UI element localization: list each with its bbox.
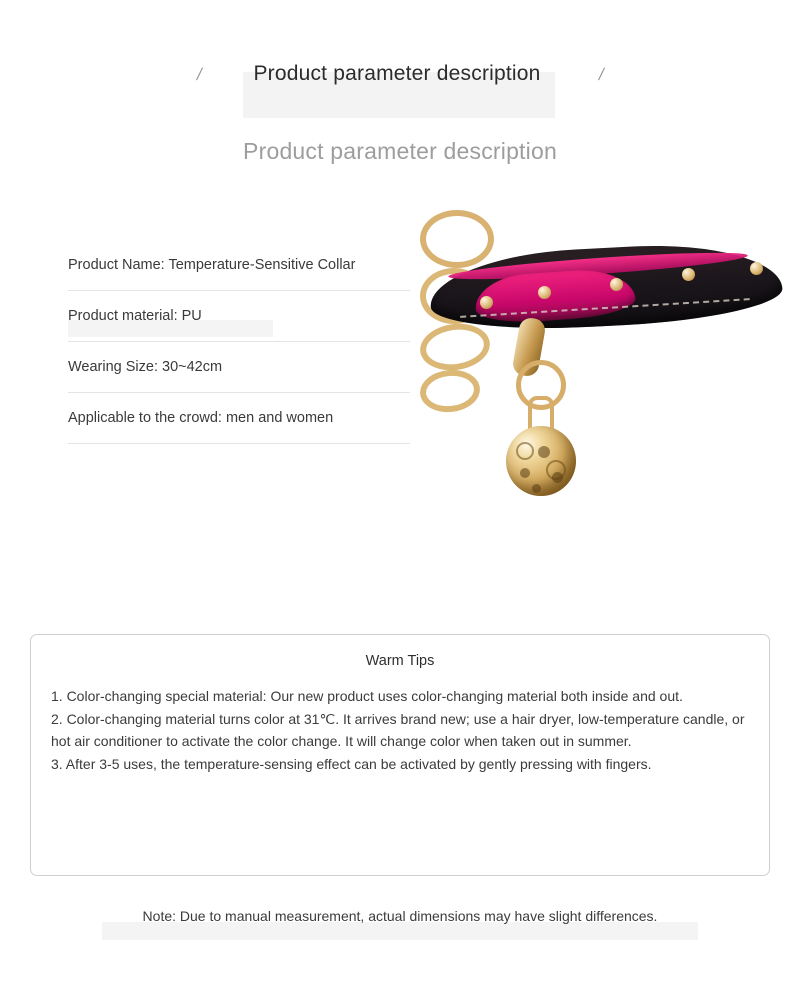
product-image — [420, 210, 790, 540]
rivet-stud — [682, 268, 695, 281]
spec-row: Applicable to the crowd: men and women — [68, 393, 410, 444]
warm-tips-body — [45, 685, 755, 775]
warm-tips-title: Warm Tips — [365, 653, 435, 669]
warm-tip-line: 2. Color-changing material turns color at 31℃. It arrives brand new; use a hair dryer, low-temperature candle, or hot air conditioner to activate the color change. It will change color when taken out in summer. — [51, 710, 745, 749]
footer-note-highlight — [102, 922, 698, 940]
spec-list — [68, 250, 410, 444]
slash-left-decoration: / — [194, 64, 204, 84]
page-header — [0, 0, 800, 200]
spec-row: Wearing Size: 30~42cm — [68, 342, 410, 393]
pendant-ball-cutout — [538, 446, 550, 458]
rivet-stud — [538, 286, 551, 299]
gold-ring-icon — [417, 319, 493, 374]
warm-tip-line: 3. After 3-5 uses, the temperature-sensing effect can be activated by gently pressing with fingers. — [51, 755, 652, 772]
warm-tips-box — [30, 634, 770, 876]
footer-note: Note: Due to manual measurement, actual dimensions may have slight differences. — [142, 908, 658, 924]
pendant-ball — [506, 426, 576, 496]
pendant-ball-cutout — [520, 468, 530, 478]
rivet-stud — [750, 262, 763, 275]
gold-ring-icon — [420, 210, 494, 268]
title-row — [0, 62, 800, 86]
pendant-ball-cutout — [552, 472, 563, 483]
pendant-ball-cutout — [532, 484, 541, 493]
rivet-stud — [610, 278, 623, 291]
spec-row: Product Name: Temperature-Sensitive Collar — [68, 250, 410, 291]
page-subtitle: Product parameter description — [243, 138, 557, 164]
slash-right-decoration: / — [596, 64, 606, 84]
page-title: Product parameter description — [253, 62, 541, 85]
product-detail-section — [0, 200, 800, 570]
warm-tip-line: 1. Color-changing special material: Our new product uses color-changing material both inside and out. — [51, 688, 683, 704]
spec-row: Product material: PU — [68, 291, 410, 342]
gold-ring-icon — [418, 367, 482, 415]
rivet-stud — [480, 296, 493, 309]
